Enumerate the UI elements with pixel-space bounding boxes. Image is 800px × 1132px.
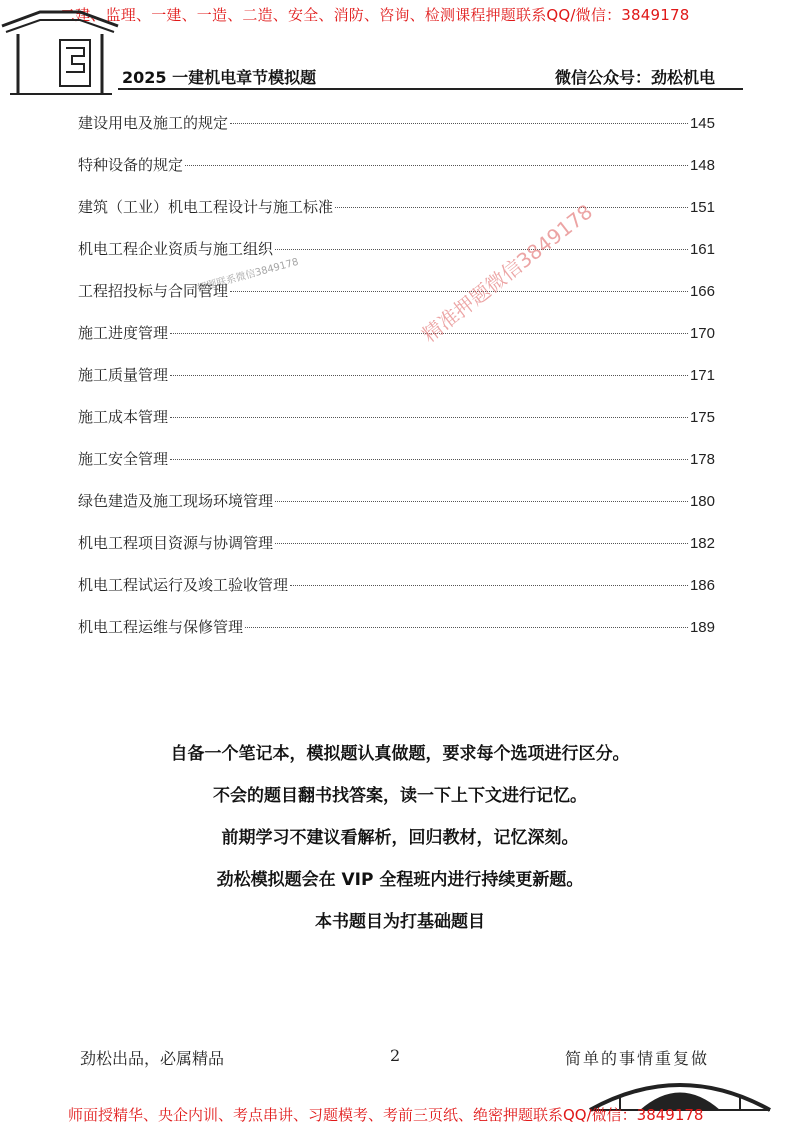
toc-entry[interactable] — [78, 532, 715, 574]
advice-line: 劲松模拟题会在 VIP 全程班内进行持续更新题。 — [216, 870, 584, 890]
toc-entry-page: 148 — [689, 157, 715, 174]
gate-decoration-icon — [0, 4, 120, 99]
toc-leader — [230, 123, 688, 124]
toc-entry-page: 175 — [689, 409, 715, 426]
toc-leader — [335, 207, 688, 208]
toc-leader — [290, 585, 688, 586]
toc-entry[interactable] — [78, 364, 715, 406]
toc-entry-page: 189 — [689, 619, 715, 636]
toc-leader — [170, 459, 688, 460]
page-number: 2 — [390, 1046, 401, 1065]
footer-slogan-left: 劲松出品，必属精品 — [80, 1049, 225, 1068]
toc-entry-title: 特种设备的规定 — [78, 156, 184, 174]
toc-entry-title: 施工安全管理 — [78, 450, 169, 468]
toc-entry[interactable] — [78, 406, 715, 448]
toc-entry-page: 161 — [689, 241, 715, 258]
advice-line: 自备一个笔记本，模拟题认真做题，要求每个选项进行区分。 — [170, 744, 630, 764]
advice-line: 前期学习不建议看解析，回归教材，记忆深刻。 — [221, 828, 579, 848]
toc-entry[interactable] — [78, 238, 715, 280]
toc-leader — [275, 543, 688, 544]
toc-entry[interactable] — [78, 154, 715, 196]
toc-entry-title: 施工质量管理 — [78, 366, 169, 384]
table-of-contents — [78, 112, 715, 658]
page-header — [0, 0, 800, 100]
toc-entry[interactable] — [78, 280, 715, 322]
toc-leader — [170, 375, 688, 376]
watermark-large: 精准押题微信3849178 — [417, 199, 597, 348]
toc-entry-title: 建筑（工业）机电工程设计与施工标准 — [78, 198, 334, 216]
toc-entry-title: 建设用电及施工的规定 — [78, 114, 229, 132]
toc-leader — [245, 627, 688, 628]
advice-line: 不会的题目翻书找答案，读一下上下文进行记忆。 — [213, 786, 587, 806]
toc-entry-page: 182 — [689, 535, 715, 552]
toc-leader — [275, 501, 688, 502]
toc-entry-page: 145 — [689, 115, 715, 132]
toc-entry-page: 186 — [689, 577, 715, 594]
top-promo-banner: 二建、监理、一建、一造、二造、安全、消防、咨询、检测课程押题联系QQ/微信：3849178 — [60, 6, 690, 24]
toc-entry-page: 151 — [689, 199, 715, 216]
toc-entry-page: 171 — [689, 367, 715, 384]
header-divider — [118, 88, 743, 90]
footer-slogan-right: 简单的事情重复做 — [565, 1049, 710, 1068]
toc-entry[interactable] — [78, 322, 715, 364]
toc-entry[interactable] — [78, 490, 715, 532]
toc-entry[interactable] — [78, 448, 715, 490]
toc-entry-title: 机电工程项目资源与协调管理 — [78, 534, 274, 552]
toc-entry-page: 170 — [689, 325, 715, 342]
watermark-small: 押题联系微信3849178 — [196, 256, 300, 295]
toc-entry-title: 机电工程运维与保修管理 — [78, 618, 244, 636]
toc-entry-title: 机电工程企业资质与施工组织 — [78, 240, 274, 258]
bottom-promo-banner: 师面授精华、央企内训、考点串讲、习题模考、考前三页纸、绝密押题联系QQ/微信：3849178 — [68, 1106, 704, 1124]
toc-entry-page: 180 — [689, 493, 715, 510]
toc-leader — [275, 249, 688, 250]
toc-entry-title: 工程招投标与合同管理 — [78, 282, 229, 300]
toc-entry[interactable] — [78, 112, 715, 154]
toc-entry-page: 166 — [689, 283, 715, 300]
toc-entry[interactable] — [78, 616, 715, 658]
toc-entry[interactable] — [78, 574, 715, 616]
toc-entry-title: 施工成本管理 — [78, 408, 169, 426]
study-advice — [0, 740, 800, 950]
toc-entry[interactable] — [78, 196, 715, 238]
toc-entry-page: 178 — [689, 451, 715, 468]
header-account: 微信公众号：劲松机电 — [555, 68, 716, 87]
toc-leader — [185, 165, 688, 166]
toc-entry-title: 绿色建造及施工现场环境管理 — [78, 492, 274, 510]
advice-line: 本书题目为打基础题目 — [315, 912, 485, 932]
toc-entry-title: 机电工程试运行及竣工验收管理 — [78, 576, 289, 594]
toc-entry-title: 施工进度管理 — [78, 324, 169, 342]
header-title: 2025 一建机电章节模拟题 — [122, 68, 317, 87]
toc-leader — [170, 417, 688, 418]
